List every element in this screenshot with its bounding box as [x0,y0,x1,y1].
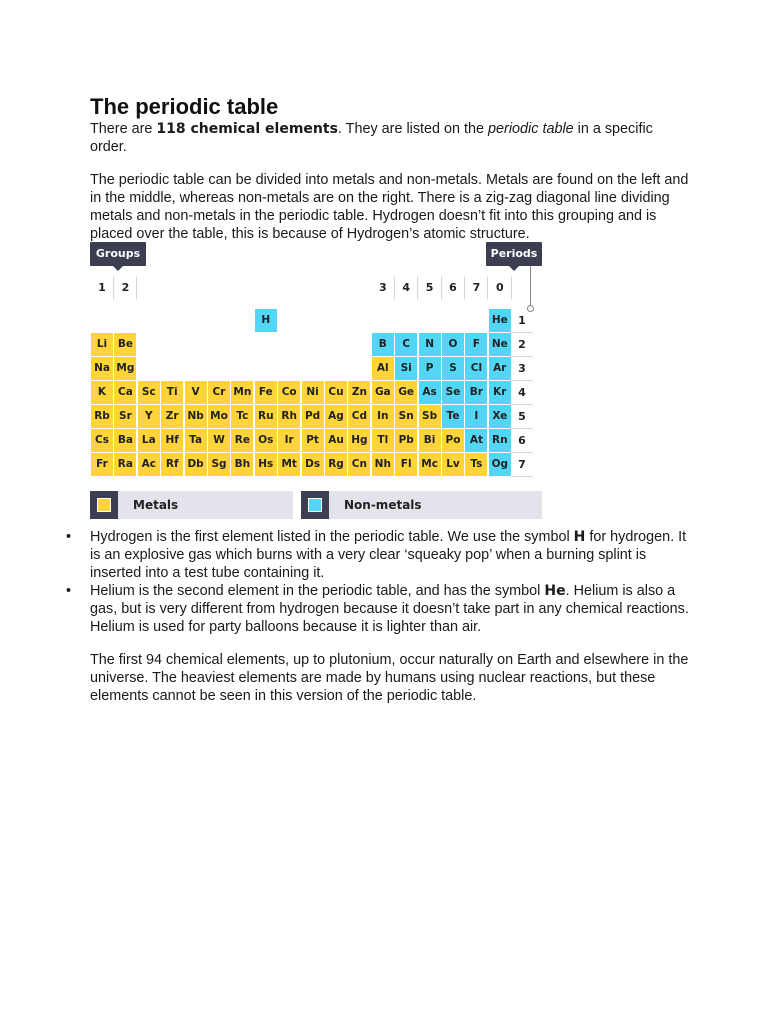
group-number: 2 [114,276,137,300]
element-cell-cu: Cu [325,381,347,404]
element-cell-pt: Pt [302,429,324,452]
periods-connector [530,266,531,308]
element-cell-o: O [442,333,464,356]
element-cell-ar: Ar [489,357,511,380]
legend-metals-label: Metals [133,498,179,512]
element-cell-ag: Ag [325,405,347,428]
element-cell-c: C [395,333,417,356]
element-cell-mn: Mn [231,381,253,404]
list-item-helium [90,582,690,636]
intro-prefix: There are [90,121,157,137]
element-cell-be: Be [114,333,136,356]
element-cell-cl: Cl [465,357,487,380]
element-cell-re: Re [231,429,253,452]
legend-nonmetals [301,491,542,519]
element-cell-co: Co [278,381,300,404]
hydrogen-symbol: H [573,529,586,545]
group-number: 3 [372,276,395,300]
element-cell-ba: Ba [114,429,136,452]
element-cell-zn: Zn [348,381,370,404]
nonmetals-swatch-box [301,491,329,519]
element-cell-rh: Rh [278,405,300,428]
group-number: 4 [395,276,418,300]
article [90,94,690,243]
element-cell-mc: Mc [419,453,441,476]
element-cell-mg: Mg [114,357,136,380]
element-cell-k: K [91,381,113,404]
element-cell-ca: Ca [114,381,136,404]
group-number: 5 [419,276,442,300]
element-cell-ts: Ts [465,453,487,476]
element-cell-fr: Fr [91,453,113,476]
element-cell-mt: Mt [278,453,300,476]
element-cell-ta: Ta [185,429,207,452]
bullet-list [90,528,690,636]
element-cell-te: Te [442,405,464,428]
element-cell-nb: Nb [185,405,207,428]
element-cell-cs: Cs [91,429,113,452]
element-cell-br: Br [465,381,487,404]
element-cell-cd: Cd [348,405,370,428]
element-cell-ti: Ti [161,381,183,404]
element-cell-w: W [208,429,230,452]
element-cell-cn: Cn [348,453,370,476]
element-cell-na: Na [91,357,113,380]
periodic-table-figure [90,242,542,519]
legend-nonmetals-label: Non-metals [344,498,422,512]
element-cell-tl: Tl [372,429,394,452]
period-number: 6 [511,429,533,453]
element-cell-zr: Zr [161,405,183,428]
period-number: 4 [511,381,533,405]
element-cell-pb: Pb [395,429,417,452]
element-cell-rg: Rg [325,453,347,476]
bullet-text: Helium is the second element in the periodic table, and has the symbol [90,583,545,599]
legend-metals [90,491,293,519]
bullet-text: Hydrogen is the first element listed in the periodic table. We use the symbol [90,529,574,545]
element-cell-ru: Ru [255,405,277,428]
element-cell-hs: Hs [255,453,277,476]
element-cell-b: B [372,333,394,356]
element-cell-ir: Ir [278,429,300,452]
element-cell-mo: Mo [208,405,230,428]
element-cell-kr: Kr [489,381,511,404]
metals-swatch [97,498,111,512]
period-number: 1 [511,309,533,333]
groups-tag: Groups [90,242,146,266]
element-cell-rb: Rb [91,405,113,428]
page-title: The periodic table [90,94,279,119]
element-cell-rf: Rf [161,453,183,476]
intro-bold: 118 chemical elements [156,121,338,137]
group-number: 6 [442,276,465,300]
element-cell-ra: Ra [114,453,136,476]
element-cell-s: S [442,357,464,380]
element-cell-ne: Ne [489,333,511,356]
element-cell-he: He [489,309,511,332]
helium-symbol: He [544,583,566,599]
list-item-hydrogen [90,528,690,582]
element-cell-sn: Sn [395,405,417,428]
period-number: 2 [511,333,533,357]
element-cell-li: Li [91,333,113,356]
element-cell-se: Se [442,381,464,404]
period-number: 7 [511,453,533,477]
element-cell-la: La [138,429,160,452]
element-cell-ac: Ac [138,453,160,476]
bullet-text: for hydrogen. It is an explosive gas which burns with a very clear ‘squeaky pop’ when a burning splint is inserted into a test tube containing it. [90,529,687,581]
element-cell-at: At [465,429,487,452]
element-cell-sb: Sb [419,405,441,428]
element-cell-ds: Ds [302,453,324,476]
element-cell-nh: Nh [372,453,394,476]
element-cell-au: Au [325,429,347,452]
element-cell-hf: Hf [161,429,183,452]
element-cell-f: F [465,333,487,356]
element-cell-ge: Ge [395,381,417,404]
element-cell-in: In [372,405,394,428]
period-number: 3 [511,357,533,381]
element-cell-v: V [185,381,207,404]
element-cell-bi: Bi [419,429,441,452]
element-cell-pd: Pd [302,405,324,428]
group-number: 7 [465,276,488,300]
group-number: 0 [489,276,512,300]
element-cell-h: H [255,309,277,332]
intro-middle: . They are listed on the [337,121,489,137]
periods-tag: Periods [486,242,542,266]
bullet-text: . Helium is also a gas, but is very different from hydrogen because it doesn’t take part in any chemical reactions. Helium is used for party balloons because it is lighter than air. [90,583,689,635]
element-cell-ga: Ga [372,381,394,404]
element-cell-sr: Sr [114,405,136,428]
metals-swatch-box [90,491,118,519]
element-cell-sc: Sc [138,381,160,404]
element-cell-ni: Ni [302,381,324,404]
element-cell-y: Y [138,405,160,428]
group-number: 1 [91,276,114,300]
element-cell-fe: Fe [255,381,277,404]
element-cell-tc: Tc [231,405,253,428]
element-cell-n: N [419,333,441,356]
element-cell-og: Og [489,453,511,476]
element-cell-fl: Fl [395,453,417,476]
intro-paragraph [90,120,690,156]
intro-italic: periodic table [488,121,574,137]
element-cell-as: As [419,381,441,404]
element-cell-os: Os [255,429,277,452]
element-cell-rn: Rn [489,429,511,452]
element-cell-bh: Bh [231,453,253,476]
element-cell-p: P [419,357,441,380]
period-number: 5 [511,405,533,429]
element-cell-xe: Xe [489,405,511,428]
closing-paragraph: The first 94 chemical elements, up to plutonium, occur naturally on Earth and elsewhere in the universe. The heaviest elements are made by humans using nuclear reactions, but these elements cannot be seen in this version of the periodic table. [90,652,689,704]
intro-suffix: in a specific order. [90,121,653,155]
element-cell-po: Po [442,429,464,452]
metals-paragraph: The periodic table can be divided into metals and non-metals. Metals are found on the left and in the middle, whereas non-metals are on the right. There is a zig-zag diagonal line dividing metals and non-metals in the periodic table. Hydrogen doesn’t fit into this grouping and is placed over the table, this is because of Hydrogen’s atomic structure. [90,172,689,242]
element-cell-db: Db [185,453,207,476]
nonmetals-swatch [308,498,322,512]
element-cell-hg: Hg [348,429,370,452]
element-cell-lv: Lv [442,453,464,476]
element-cell-al: Al [372,357,394,380]
element-cell-sg: Sg [208,453,230,476]
element-cell-si: Si [395,357,417,380]
element-cell-cr: Cr [208,381,230,404]
element-cell-i: I [465,405,487,428]
